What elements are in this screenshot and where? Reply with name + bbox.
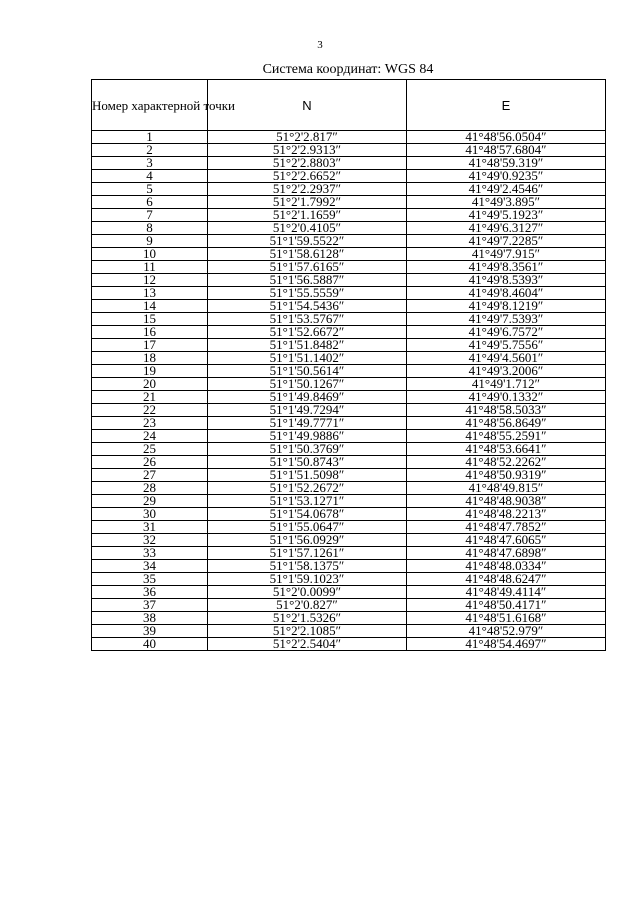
easting-cell: 41°48'48.9038″ <box>407 495 606 508</box>
point-number-cell: 25 <box>92 443 208 456</box>
point-number-cell: 28 <box>92 482 208 495</box>
northing-cell: 51°1'58.1375″ <box>208 560 407 573</box>
easting-cell: 41°49'7.915″ <box>407 248 606 261</box>
northing-cell: 51°1'49.7771″ <box>208 417 407 430</box>
easting-cell: 41°48'57.6804″ <box>407 144 606 157</box>
point-number-cell: 11 <box>92 261 208 274</box>
northing-cell: 51°1'55.0647″ <box>208 521 407 534</box>
point-number-cell: 24 <box>92 430 208 443</box>
table-body <box>92 131 606 651</box>
northing-cell: 51°1'49.8469″ <box>208 391 407 404</box>
point-number-cell: 37 <box>92 599 208 612</box>
northing-cell: 51°2'0.0099″ <box>208 586 407 599</box>
northing-cell: 51°2'2.9313″ <box>208 144 407 157</box>
easting-cell: 41°48'54.4697″ <box>407 638 606 651</box>
easting-cell: 41°48'47.7852″ <box>407 521 606 534</box>
point-number-cell: 32 <box>92 534 208 547</box>
easting-cell: 41°48'47.6898″ <box>407 547 606 560</box>
point-number-cell: 16 <box>92 326 208 339</box>
northing-cell: 51°2'2.2937″ <box>208 183 407 196</box>
easting-cell: 41°48'49.815″ <box>407 482 606 495</box>
point-number-cell: 40 <box>92 638 208 651</box>
point-number-cell: 19 <box>92 365 208 378</box>
point-number-cell: 10 <box>92 248 208 261</box>
northing-cell: 51°1'57.6165″ <box>208 261 407 274</box>
northing-cell: 51°1'51.1402″ <box>208 352 407 365</box>
point-number-cell: 1 <box>92 131 208 144</box>
northing-cell: 51°1'50.8743″ <box>208 456 407 469</box>
easting-cell: 41°49'8.3561″ <box>407 261 606 274</box>
northing-cell: 51°1'49.9886″ <box>208 430 407 443</box>
easting-cell: 41°49'8.5393″ <box>407 274 606 287</box>
northing-cell: 51°1'54.0678″ <box>208 508 407 521</box>
easting-cell: 41°48'47.6065″ <box>407 534 606 547</box>
easting-cell: 41°48'49.4114″ <box>407 586 606 599</box>
northing-cell: 51°1'51.8482″ <box>208 339 407 352</box>
point-number-cell: 12 <box>92 274 208 287</box>
northing-cell: 51°2'1.1659″ <box>208 209 407 222</box>
point-number-cell: 9 <box>92 235 208 248</box>
easting-cell: 41°48'50.9319″ <box>407 469 606 482</box>
northing-cell: 51°2'2.1085″ <box>208 625 407 638</box>
easting-cell: 41°49'5.1923″ <box>407 209 606 222</box>
easting-cell: 41°48'56.0504″ <box>407 131 606 144</box>
easting-cell: 41°48'52.979″ <box>407 625 606 638</box>
northing-cell: 51°2'0.827″ <box>208 599 407 612</box>
northing-cell: 51°2'2.817″ <box>208 131 407 144</box>
easting-cell: 41°48'59.319″ <box>407 157 606 170</box>
easting-cell: 41°49'0.1332″ <box>407 391 606 404</box>
point-number-cell: 22 <box>92 404 208 417</box>
northing-cell: 51°1'58.6128″ <box>208 248 407 261</box>
point-number-cell: 27 <box>92 469 208 482</box>
northing-cell: 51°1'50.5614″ <box>208 365 407 378</box>
easting-cell: 41°49'6.7572″ <box>407 326 606 339</box>
point-number-cell: 30 <box>92 508 208 521</box>
northing-cell: 51°2'1.7992″ <box>208 196 407 209</box>
easting-cell: 41°48'58.5033″ <box>407 404 606 417</box>
easting-cell: 41°49'4.5601″ <box>407 352 606 365</box>
easting-cell: 41°49'7.2285″ <box>407 235 606 248</box>
point-number-cell: 17 <box>92 339 208 352</box>
point-number-cell: 34 <box>92 560 208 573</box>
point-number-cell: 18 <box>92 352 208 365</box>
point-number-cell: 26 <box>92 456 208 469</box>
northing-cell: 51°2'1.5326″ <box>208 612 407 625</box>
easting-cell: 41°49'5.7556″ <box>407 339 606 352</box>
northing-cell: 51°2'0.4105″ <box>208 222 407 235</box>
point-number-cell: 4 <box>92 170 208 183</box>
easting-cell: 41°48'50.4171″ <box>407 599 606 612</box>
point-number-cell: 5 <box>92 183 208 196</box>
easting-cell: 41°48'48.6247″ <box>407 573 606 586</box>
easting-cell: 41°49'0.9235″ <box>407 170 606 183</box>
point-number-cell: 14 <box>92 300 208 313</box>
northing-cell: 51°1'50.3769″ <box>208 443 407 456</box>
easting-cell: 41°48'48.0334″ <box>407 560 606 573</box>
northing-cell: 51°1'57.1261″ <box>208 547 407 560</box>
easting-cell: 41°48'55.2591″ <box>407 430 606 443</box>
point-number-cell: 15 <box>92 313 208 326</box>
northing-cell: 51°2'2.6652″ <box>208 170 407 183</box>
northing-cell: 51°1'54.5436″ <box>208 300 407 313</box>
northing-cell: 51°1'55.5559″ <box>208 287 407 300</box>
easting-cell: 41°49'7.5393″ <box>407 313 606 326</box>
point-number-cell: 35 <box>92 573 208 586</box>
point-number-cell: 29 <box>92 495 208 508</box>
northing-cell: 51°1'53.1271″ <box>208 495 407 508</box>
northing-cell: 51°1'51.5098″ <box>208 469 407 482</box>
easting-cell: 41°49'8.1219″ <box>407 300 606 313</box>
northing-cell: 51°1'52.6672″ <box>208 326 407 339</box>
table-header-row <box>92 80 606 131</box>
northing-cell: 51°2'2.8803″ <box>208 157 407 170</box>
header-point-number: Номер характерной точки <box>92 80 208 131</box>
table-row <box>92 638 606 651</box>
header-easting: E <box>407 80 606 131</box>
easting-cell: 41°48'56.8649″ <box>407 417 606 430</box>
point-number-cell: 3 <box>92 157 208 170</box>
easting-cell: 41°49'6.3127″ <box>407 222 606 235</box>
easting-cell: 41°49'1.712″ <box>407 378 606 391</box>
point-number-cell: 8 <box>92 222 208 235</box>
easting-cell: 41°49'8.4604″ <box>407 287 606 300</box>
point-number-cell: 36 <box>92 586 208 599</box>
northing-cell: 51°2'2.5404″ <box>208 638 407 651</box>
point-number-cell: 38 <box>92 612 208 625</box>
easting-cell: 41°48'53.6641″ <box>407 443 606 456</box>
northing-cell: 51°1'56.5887″ <box>208 274 407 287</box>
northing-cell: 51°1'56.0929″ <box>208 534 407 547</box>
point-number-cell: 20 <box>92 378 208 391</box>
northing-cell: 51°1'52.2672″ <box>208 482 407 495</box>
point-number-cell: 21 <box>92 391 208 404</box>
point-number-cell: 13 <box>92 287 208 300</box>
northing-cell: 51°1'59.1023″ <box>208 573 407 586</box>
point-number-cell: 2 <box>92 144 208 157</box>
northing-cell: 51°1'53.5767″ <box>208 313 407 326</box>
northing-cell: 51°1'50.1267″ <box>208 378 407 391</box>
point-number-cell: 7 <box>92 209 208 222</box>
easting-cell: 41°49'2.4546″ <box>407 183 606 196</box>
page-number: 3 <box>317 39 323 51</box>
easting-cell: 41°49'3.895″ <box>407 196 606 209</box>
easting-cell: 41°48'48.2213″ <box>407 508 606 521</box>
point-number-cell: 31 <box>92 521 208 534</box>
easting-cell: 41°48'51.6168″ <box>407 612 606 625</box>
point-number-cell: 6 <box>92 196 208 209</box>
header-northing: N <box>208 80 407 131</box>
easting-cell: 41°48'52.2262″ <box>407 456 606 469</box>
point-number-cell: 39 <box>92 625 208 638</box>
easting-cell: 41°49'3.2006″ <box>407 365 606 378</box>
point-number-cell: 23 <box>92 417 208 430</box>
point-number-cell: 33 <box>92 547 208 560</box>
northing-cell: 51°1'49.7294″ <box>208 404 407 417</box>
coordinate-system-title: Система координат: WGS 84 <box>262 62 434 77</box>
coordinates-table <box>91 79 606 651</box>
northing-cell: 51°1'59.5522″ <box>208 235 407 248</box>
